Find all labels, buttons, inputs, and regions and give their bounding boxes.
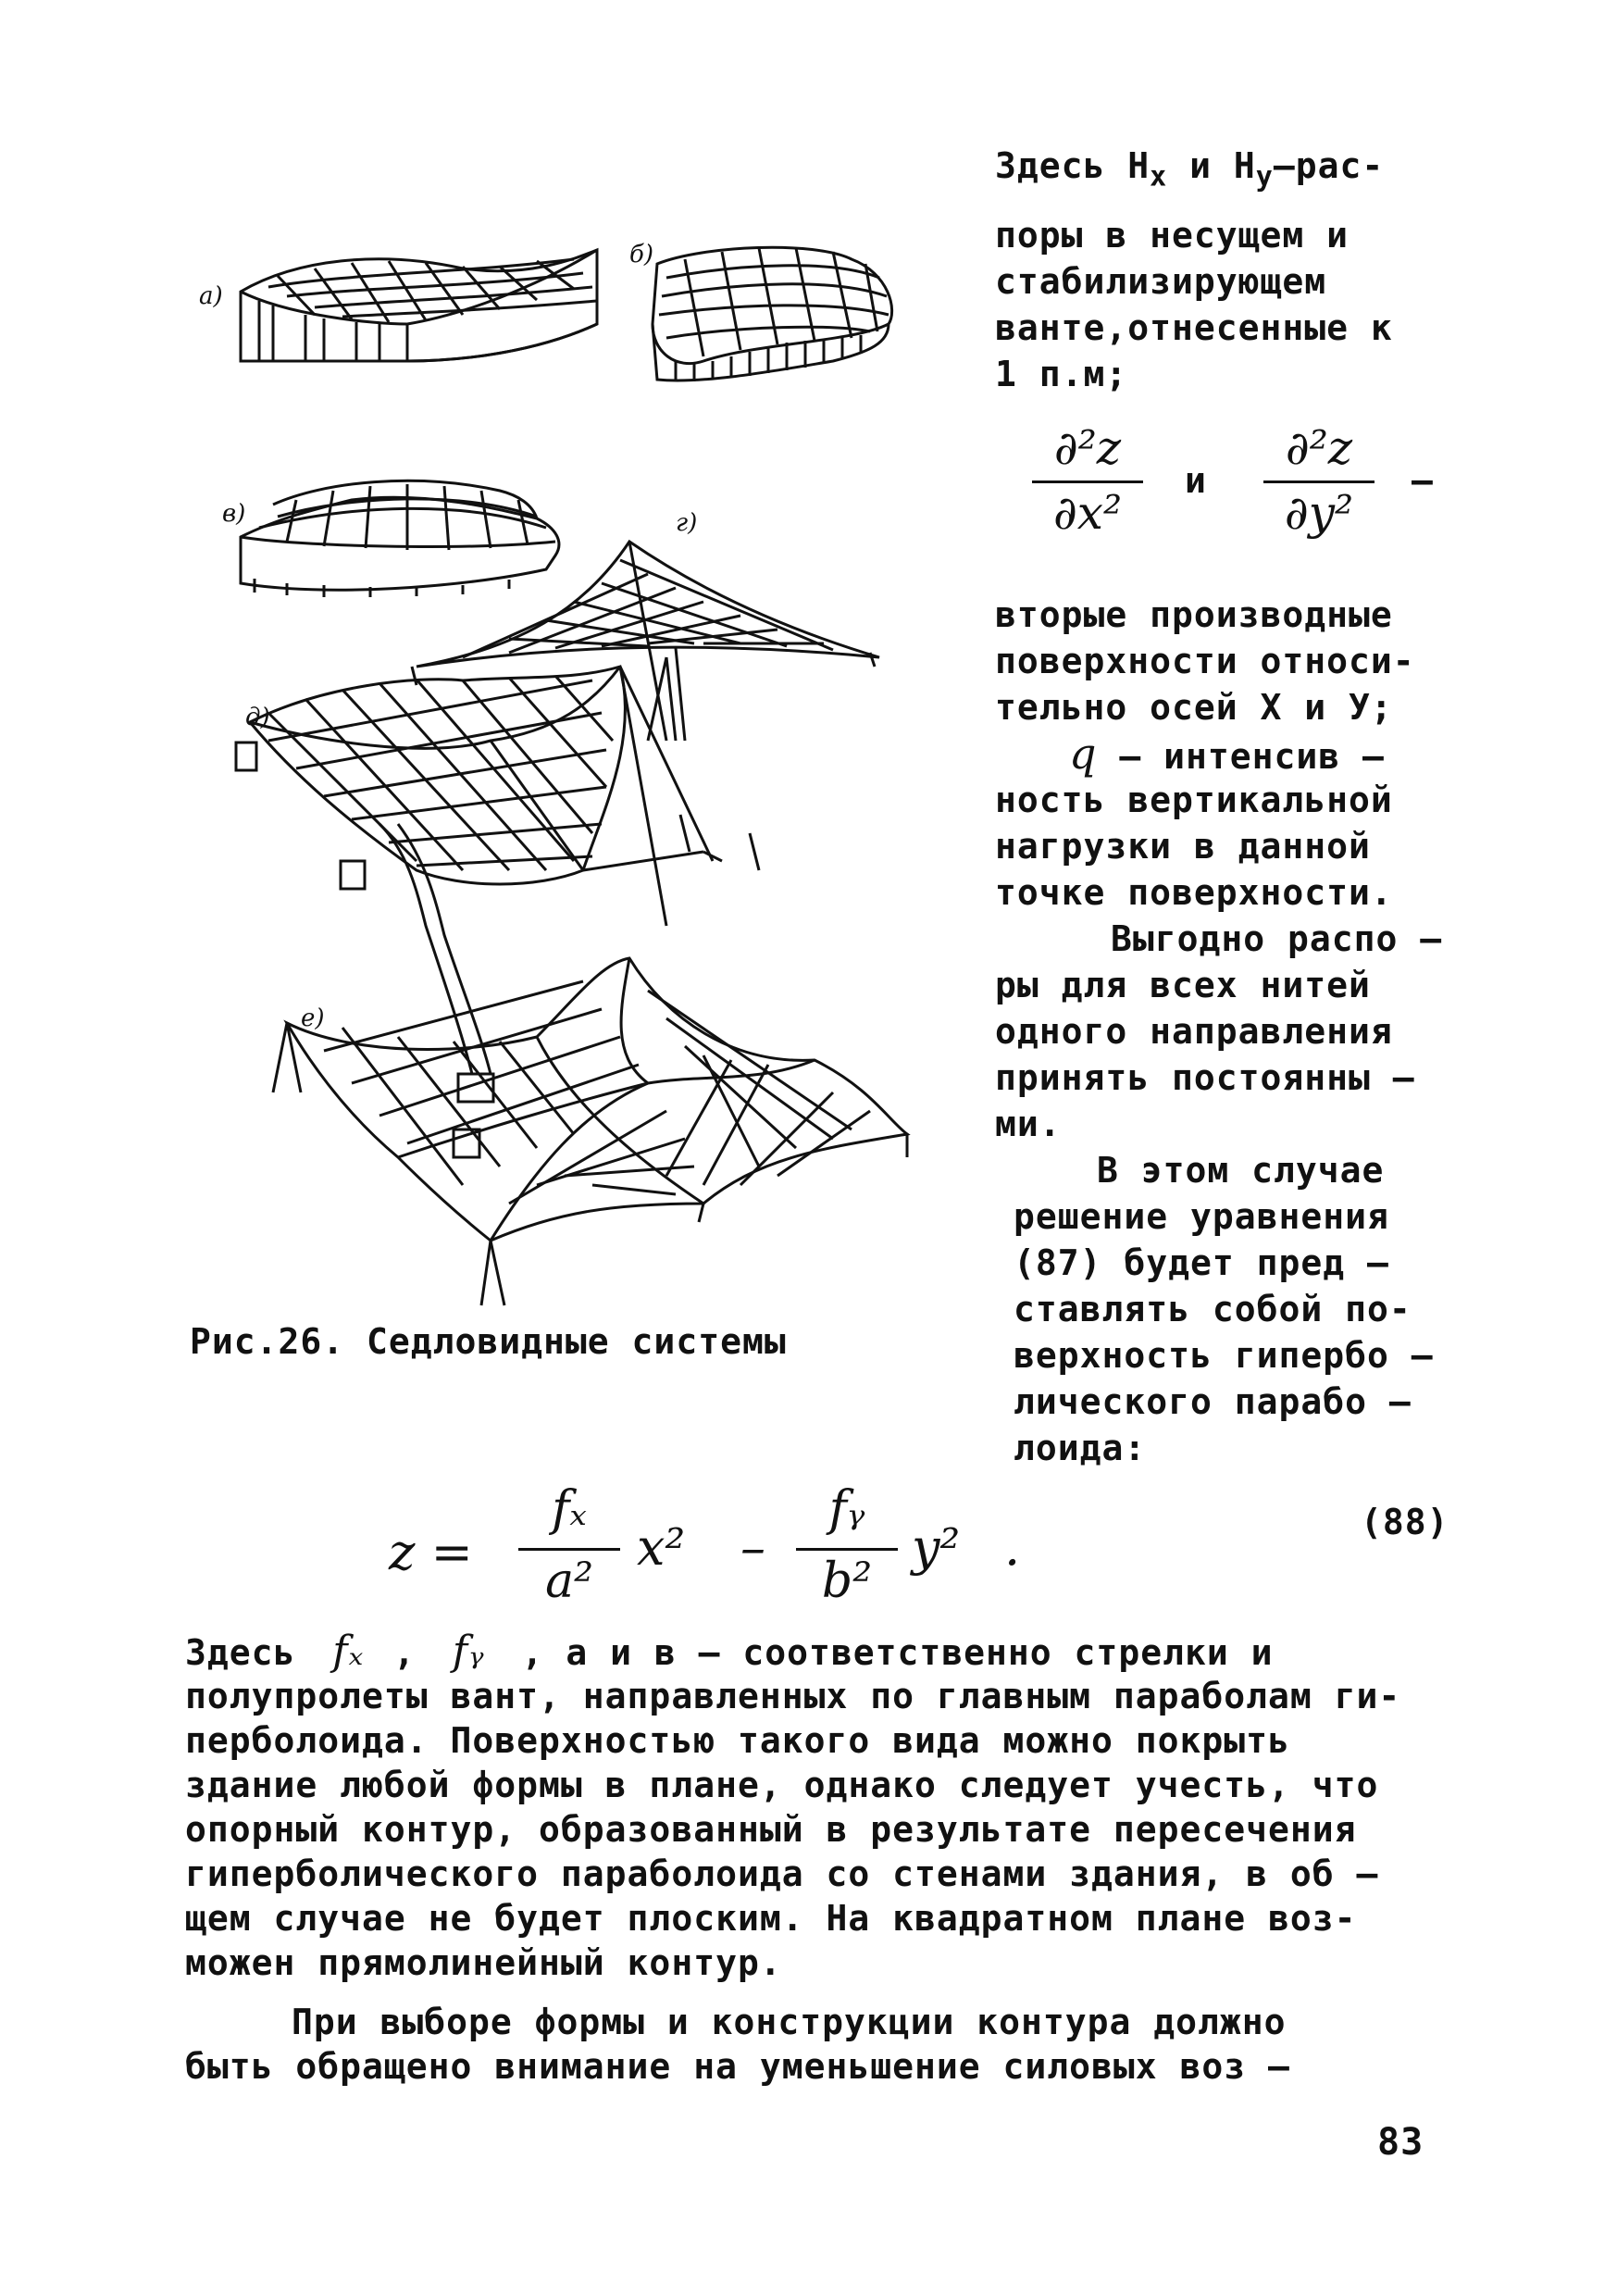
rc-line-7: поверхности относи- <box>995 641 1415 681</box>
eq-x-term: x² <box>637 1518 686 1577</box>
rc-line-22: верхность гипербо – <box>1014 1335 1434 1376</box>
rc-line-3: стабилизирующем <box>995 261 1327 302</box>
body-line-9: При выборе формы и конструкции контура должно <box>292 2002 1287 2042</box>
rc-line-19: решение уравнения <box>1014 1196 1389 1237</box>
rc-line-1: Здесь $Н_х$ и $Н_у-рас-$ <box>995 145 1385 193</box>
deriv-y-den: ∂y² <box>1284 486 1354 540</box>
rc-line-17: ми. <box>995 1104 1062 1144</box>
deriv-y-num: ∂²z <box>1285 421 1353 475</box>
body-text <box>185 1629 1481 2129</box>
right-column <box>995 144 1550 1467</box>
eq-minus: – <box>740 1518 765 1577</box>
eq-fy-bar <box>796 1548 898 1551</box>
rc-line-21: ставлять собой по- <box>1014 1289 1412 1329</box>
rc-line-9: q – интенсив – <box>1069 729 1385 779</box>
figure-v-drawing <box>241 480 559 597</box>
rc-line-24: лоида: <box>1014 1428 1147 1468</box>
eq-fx-den: a² <box>545 1554 593 1609</box>
body-line-7: щем случае не будет плоским. На квадратном плане воз- <box>185 1898 1357 1939</box>
eq-fx-num: fₓ <box>552 1481 587 1537</box>
rc-line-6: вторые производные <box>995 594 1393 635</box>
figure-b-drawing <box>653 247 892 381</box>
eq-fx-bar <box>518 1548 620 1551</box>
body-line-6: гиперболического параболоида со стенами здания, в об – <box>185 1853 1379 1894</box>
deriv-dash: – <box>1412 460 1434 501</box>
rc-line-15: одного направления <box>995 1011 1393 1052</box>
page-number: 83 <box>1377 2121 1424 2164</box>
body-line-2: полупролеты вант, направленных по главным параболам ги- <box>185 1676 1401 1716</box>
figure-caption: Рис.26. Седловидные системы <box>190 1321 787 1362</box>
figure-d-drawing <box>236 667 759 1157</box>
eq-dot: . <box>1004 1518 1021 1577</box>
equation-88 <box>389 1481 1490 1620</box>
rc-line-8: тельно осей Х и У; <box>995 687 1393 728</box>
rc-line-16: принять постоянны – <box>995 1057 1415 1098</box>
eq-fy-den: b² <box>821 1554 873 1609</box>
rc-line-20: (87) будет пред – <box>1014 1242 1389 1283</box>
second-derivatives <box>1032 421 1467 551</box>
rc-line-12: точке поверхности. <box>995 872 1393 913</box>
figure-saddle-systems <box>185 222 1000 1315</box>
deriv-and: и <box>1185 460 1207 501</box>
figure-label-e: е) <box>301 1004 325 1032</box>
figure-label-a: а) <box>199 282 223 310</box>
q-symbol: q <box>1069 729 1098 779</box>
figure-label-v: в) <box>222 500 246 528</box>
body-line-1: Здесь fₓ , fᵧ , а и в – соответственно стрелки и <box>185 1628 1274 1675</box>
deriv-y-bar <box>1263 480 1374 483</box>
body-line-3: перболоида. Поверхностью такого вида можно покрыть <box>185 1720 1290 1761</box>
rc-line-10: ность вертикальной <box>995 780 1393 820</box>
eq-fy-num: fᵧ <box>828 1481 865 1537</box>
rc-line-18: В этом случае <box>1097 1150 1385 1191</box>
rc-line-2: поры в несущем и <box>995 215 1350 256</box>
body-line-4: здание любой формы в плане, однако следует учесть, что <box>185 1765 1379 1805</box>
figure-g-drawing <box>412 542 879 741</box>
eq-y-term: y² <box>912 1518 961 1577</box>
figure-e-drawing <box>273 958 907 1305</box>
body-line-5: опорный контур, образованный в результате пересечения <box>185 1809 1357 1850</box>
eq-number: (88) <box>1361 1502 1449 1542</box>
rc-line-11: нагрузки в данной <box>995 826 1371 867</box>
deriv-x-den: ∂x² <box>1052 486 1123 540</box>
fx-symbol: fₓ <box>332 1628 365 1675</box>
figure-a-drawing <box>241 250 597 361</box>
figure-label-b: б) <box>629 241 654 268</box>
rc-line-4: ванте,отнесенные к <box>995 307 1393 348</box>
body-line-8: можен прямолинейный контур. <box>185 1942 782 1983</box>
fy-symbol: fᵧ <box>452 1628 485 1675</box>
deriv-x-num: ∂²z <box>1053 421 1122 475</box>
rc-line-13: Выгодно распо – <box>1111 918 1443 959</box>
figure-label-g: г) <box>676 509 698 537</box>
body-line-10: быть обращено внимание на уменьшение силовых воз – <box>185 2046 1290 2087</box>
saddle-systems-drawing <box>185 222 1000 1315</box>
rc-line-5: 1 п.м; <box>995 354 1128 394</box>
deriv-x-bar <box>1032 480 1143 483</box>
eq-lhs: z = <box>389 1523 473 1581</box>
rc-line-14: ры для всех нитей <box>995 965 1371 1005</box>
rc-line-23: лического парабо – <box>1014 1381 1412 1422</box>
figure-label-d: д) <box>245 704 270 731</box>
